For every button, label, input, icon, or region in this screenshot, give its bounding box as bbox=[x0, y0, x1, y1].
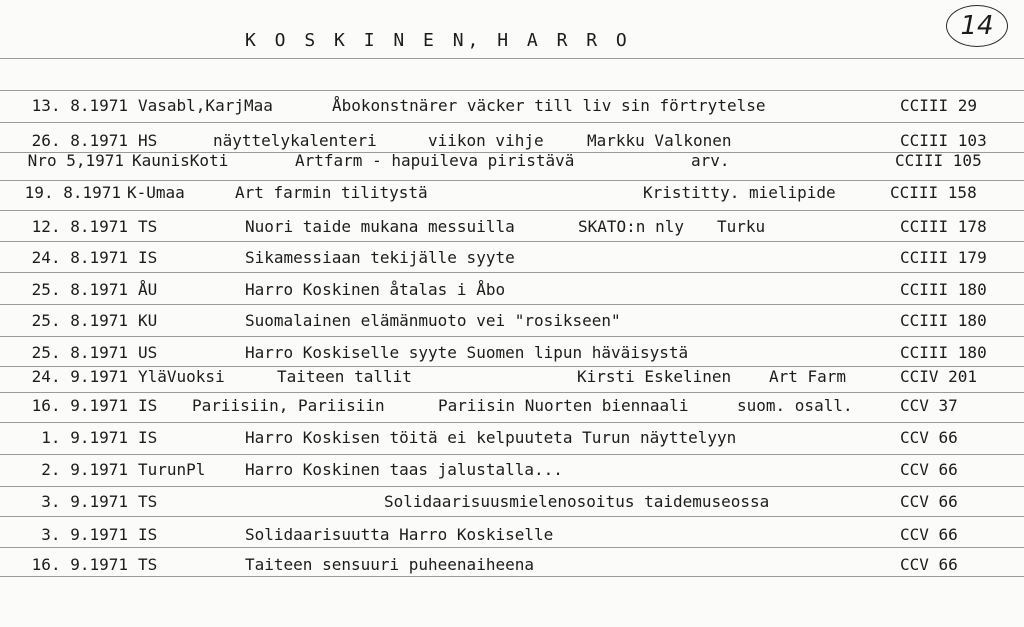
entry-source: KaunisKoti bbox=[132, 151, 229, 170]
entry-author: viikon vihje bbox=[428, 131, 544, 150]
rule-line bbox=[0, 58, 1024, 59]
entry-title: Artfarm - hapuileva piristävä bbox=[295, 151, 575, 170]
entry-source: HS bbox=[138, 131, 158, 150]
rule-line bbox=[0, 422, 1024, 423]
entry-row bbox=[0, 367, 1024, 389]
entry-source: ÅU bbox=[138, 280, 158, 299]
entry-row bbox=[0, 525, 1024, 547]
rule-line bbox=[0, 241, 1024, 242]
entry-title: Harro Koskisen töitä ei kelpuuteta Turun näyttelyyn bbox=[245, 428, 737, 447]
entry-title: Nuori taide mukana messuilla bbox=[245, 217, 515, 236]
entry-title: Suomalainen elämänmuoto vei "rosikseen" bbox=[245, 311, 621, 330]
entry-date: 1. 9.1971 bbox=[41, 428, 128, 447]
entry-note: Turku bbox=[717, 217, 766, 236]
entry-row bbox=[0, 311, 1024, 333]
entry-title: Sikamessiaan tekijälle syyte bbox=[245, 248, 515, 267]
entry-source: IS bbox=[138, 396, 158, 415]
entry-source: US bbox=[138, 343, 158, 362]
entry-author: Pariisin Nuorten biennaali bbox=[438, 396, 689, 415]
entry-title: Harro Koskinen åtalas i Åbo bbox=[245, 280, 506, 299]
entry-date: 3. 9.1971 bbox=[41, 492, 128, 511]
entry-row bbox=[0, 248, 1024, 270]
entry-date: 16. 9.1971 bbox=[31, 396, 128, 415]
entry-row bbox=[0, 555, 1024, 577]
entry-row bbox=[0, 217, 1024, 239]
rule-line bbox=[0, 547, 1024, 548]
entry-title: Åbokonstnärer väcker till liv sin förtrytelse bbox=[332, 96, 766, 115]
entry-source: IS bbox=[138, 248, 158, 267]
entry-reference: CCV 66 bbox=[900, 492, 958, 511]
entry-reference: CCV 66 bbox=[900, 460, 958, 479]
entry-source: KU bbox=[138, 311, 158, 330]
entry-row bbox=[0, 492, 1024, 514]
entry-title: Taiteen tallit bbox=[277, 367, 412, 386]
entry-source: TS bbox=[138, 555, 158, 574]
page-number-circle: 14 bbox=[946, 5, 1008, 47]
entry-reference: CCIV 201 bbox=[900, 367, 978, 386]
rule-line bbox=[0, 336, 1024, 337]
entry-note: suom. osall. bbox=[737, 396, 853, 415]
entry-reference: CCIII 29 bbox=[900, 96, 978, 115]
rule-line bbox=[0, 454, 1024, 455]
entry-date: 24. 9.1971 bbox=[31, 367, 128, 386]
entry-row bbox=[0, 96, 1024, 118]
entry-title: Taiteen sensuuri puheenaiheena bbox=[245, 555, 534, 574]
entry-date: Nro 5,1971 bbox=[27, 151, 124, 170]
rule-line bbox=[0, 180, 1024, 181]
entry-row bbox=[0, 460, 1024, 482]
rule-line bbox=[0, 516, 1024, 517]
entry-author: Kirsti Eskelinen bbox=[577, 367, 732, 386]
entry-reference: CCV 37 bbox=[900, 396, 958, 415]
entry-note: Art Farm bbox=[769, 367, 847, 386]
rule-line bbox=[0, 210, 1024, 211]
entry-row bbox=[0, 131, 1024, 153]
entry-reference: CCIII 158 bbox=[890, 183, 977, 202]
entry-title: Solidaarisuutta Harro Koskiselle bbox=[245, 525, 554, 544]
entry-source: K-Umaa bbox=[127, 183, 185, 202]
entry-date: 16. 9.1971 bbox=[31, 555, 128, 574]
entry-row bbox=[0, 183, 1024, 205]
entry-author: Kristitty. mielipide bbox=[643, 183, 836, 202]
entry-title: Pariisiin, Pariisiin bbox=[192, 396, 385, 415]
entry-reference: CCIII 105 bbox=[895, 151, 982, 170]
entry-source: Vasabl,KarjMaa bbox=[138, 96, 273, 115]
entry-row bbox=[0, 428, 1024, 450]
entry-reference: CCV 66 bbox=[900, 555, 958, 574]
entry-date: 25. 8.1971 bbox=[31, 280, 128, 299]
entry-title: Art farmin tilitystä bbox=[235, 183, 428, 202]
entry-reference: CCIII 179 bbox=[900, 248, 987, 267]
entry-author: arv. bbox=[691, 151, 730, 170]
entry-title: Harro Koskinen taas jalustalla... bbox=[245, 460, 563, 479]
entry-reference: CCIII 180 bbox=[900, 343, 987, 362]
entry-row bbox=[0, 343, 1024, 365]
entry-date: 26. 8.1971 bbox=[31, 131, 128, 150]
entry-row bbox=[0, 280, 1024, 302]
rule-line bbox=[0, 486, 1024, 487]
rule-line bbox=[0, 122, 1024, 123]
entry-source: IS bbox=[138, 428, 158, 447]
entry-title: näyttelykalenteri bbox=[213, 131, 377, 150]
entry-date: 25. 8.1971 bbox=[31, 343, 128, 362]
entry-reference: CCV 66 bbox=[900, 525, 958, 544]
entry-reference: CCIII 103 bbox=[900, 131, 987, 150]
entry-row bbox=[0, 151, 1024, 173]
entry-author: SKATO:n nly bbox=[578, 217, 684, 236]
entry-source: YläVuoksi bbox=[138, 367, 225, 386]
entry-date: 3. 9.1971 bbox=[41, 525, 128, 544]
entry-date: 25. 8.1971 bbox=[31, 311, 128, 330]
card-title: K O S K I N E N, H A R R O bbox=[245, 30, 631, 51]
entry-title: Harro Koskiselle syyte Suomen lipun häväisystä bbox=[245, 343, 689, 362]
entry-source: IS bbox=[138, 525, 158, 544]
entry-date: 24. 8.1971 bbox=[31, 248, 128, 267]
entry-reference: CCV 66 bbox=[900, 428, 958, 447]
entry-row bbox=[0, 396, 1024, 418]
entry-date: 19. 8.1971 bbox=[24, 183, 121, 202]
entry-reference: CCIII 178 bbox=[900, 217, 987, 236]
entry-source: TS bbox=[138, 492, 158, 511]
rule-line bbox=[0, 304, 1024, 305]
entry-date: 13. 8.1971 bbox=[31, 96, 128, 115]
rule-line bbox=[0, 392, 1024, 393]
rule-line bbox=[0, 90, 1024, 91]
entry-note: Markku Valkonen bbox=[587, 131, 732, 150]
entry-source: TurunPl bbox=[138, 460, 206, 479]
entry-date: 12. 8.1971 bbox=[31, 217, 128, 236]
entry-title: Solidaarisuusmielenosoitus taidemuseossa bbox=[384, 492, 770, 511]
entry-source: TS bbox=[138, 217, 158, 236]
entry-reference: CCIII 180 bbox=[900, 280, 987, 299]
entry-reference: CCIII 180 bbox=[900, 311, 987, 330]
entry-date: 2. 9.1971 bbox=[41, 460, 128, 479]
rule-line bbox=[0, 272, 1024, 273]
